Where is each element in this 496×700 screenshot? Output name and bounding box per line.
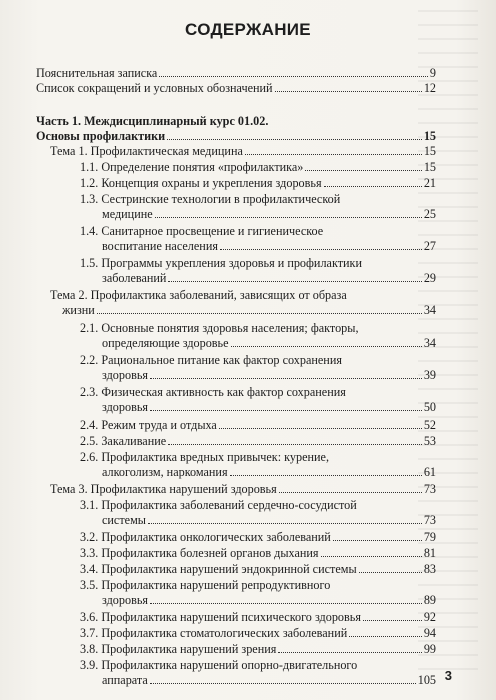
toc-entry-title: 3.2. Профилактика онкологических заболеваний xyxy=(80,530,331,544)
toc-entry-title: 2.4. Режим труда и отдыха xyxy=(80,418,217,432)
toc-entry xyxy=(80,192,436,221)
toc-entry xyxy=(36,66,436,81)
toc-entry-title: Список сокращений и условных обозначений xyxy=(36,81,273,95)
toc-entry-line xyxy=(80,239,436,254)
toc-entry xyxy=(80,610,436,625)
toc-entry-page: 34 xyxy=(423,335,436,350)
toc-entry-title: здоровья xyxy=(102,592,148,607)
toc-entry xyxy=(80,321,436,350)
page-title: СОДЕРЖАНИЕ xyxy=(185,20,311,39)
toc-entry-page: 21 xyxy=(423,176,436,190)
toc-entry-page: 73 xyxy=(423,512,436,527)
toc-entry-title: алкоголизм, наркомания xyxy=(102,464,228,479)
toc-entry-title-line: 2.6. Профилактика вредных привычек: курение, xyxy=(80,450,329,464)
dot-leader xyxy=(359,572,422,573)
toc-entry-title: 1.1. Определение понятия «профилактика» xyxy=(80,160,304,174)
toc-entry-page: 27 xyxy=(423,238,436,253)
dot-leader xyxy=(363,620,422,621)
toc-entry-page: 81 xyxy=(423,546,436,560)
toc-entry-title: 3.3. Профилактика болезней органов дыхания xyxy=(80,546,319,560)
dot-leader xyxy=(159,76,428,77)
dot-leader xyxy=(279,492,422,493)
toc-entry-page: 15 xyxy=(423,160,436,174)
toc-entry-title: заболеваний xyxy=(102,270,167,285)
toc-entry-line xyxy=(80,593,436,608)
toc-entry xyxy=(36,129,436,144)
toc-entry-line xyxy=(80,465,436,480)
toc-entry-title: определяющие здоровье xyxy=(102,335,229,350)
toc-entry-page: 61 xyxy=(423,464,436,479)
toc-entry xyxy=(80,562,436,577)
dot-leader xyxy=(168,281,421,282)
toc-entry xyxy=(80,256,436,285)
toc-entry-page: 50 xyxy=(423,399,436,414)
toc-entry-page: 15 xyxy=(423,129,436,143)
toc-entry-page: 99 xyxy=(423,642,436,656)
toc-entry-line xyxy=(80,336,436,351)
toc-entry-page: 53 xyxy=(423,434,436,448)
toc-entry-title: медицине xyxy=(102,206,153,221)
toc-entry xyxy=(80,418,436,433)
toc-entry-page: 39 xyxy=(423,367,436,382)
toc-entry xyxy=(50,144,436,159)
toc-entry-line xyxy=(80,418,436,433)
toc-entry-page: 73 xyxy=(423,482,436,496)
toc-entry-line xyxy=(80,546,436,561)
toc-entry-title-line: 3.5. Профилактика нарушений репродуктивного xyxy=(80,578,331,592)
toc-entry-line xyxy=(80,368,436,383)
toc-entry-title-line: 2.3. Физическая активность как фактор сохранения xyxy=(80,385,346,399)
toc-entry-title: 3.8. Профилактика нарушений зрения xyxy=(80,642,277,656)
toc-entry-page: 94 xyxy=(423,626,436,640)
dot-leader xyxy=(230,475,422,476)
toc-entry-page: 34 xyxy=(423,302,436,317)
toc-entry-title: здоровья xyxy=(102,367,148,382)
toc-entry-page: 79 xyxy=(423,530,436,544)
toc-entry-line xyxy=(50,144,436,159)
toc-entry-title: 3.6. Профилактика нарушений психического здоровья xyxy=(80,610,361,624)
dot-leader xyxy=(150,410,422,411)
toc-entry-line xyxy=(36,66,436,81)
toc-entry-line xyxy=(80,160,436,175)
toc-entry-title: 2.5. Закаливание xyxy=(80,434,167,448)
toc-entry xyxy=(80,385,436,414)
toc-entry xyxy=(80,658,436,687)
toc-entry-line xyxy=(80,562,436,577)
toc-entry-title: 3.7. Профилактика стоматологических заболеваний xyxy=(80,626,348,640)
toc-entry-line xyxy=(80,434,436,449)
toc-entry-title-line: 2.1. Основные понятия здоровья населения; факторы, xyxy=(80,321,359,335)
toc-entry-title: 1.2. Концепция охраны и укрепления здоровья xyxy=(80,176,322,190)
toc-entry xyxy=(36,114,436,129)
dot-leader xyxy=(324,186,422,187)
dot-leader xyxy=(333,540,422,541)
toc-entry-line xyxy=(80,626,436,641)
toc-entry-title: системы xyxy=(102,512,146,527)
toc-entry-title: Тема 1. Профилактическая медицина xyxy=(50,144,243,158)
toc-entry xyxy=(80,353,436,382)
toc-entry-line xyxy=(80,400,436,415)
dot-leader xyxy=(168,444,422,445)
toc-entry-page: 9 xyxy=(429,66,436,80)
dot-leader xyxy=(150,378,422,379)
toc-entry-title-line: 2.2. Рациональное питание как фактор сохранения xyxy=(80,353,342,367)
toc-entry xyxy=(80,530,436,545)
toc-entry-title: Пояснительная записка xyxy=(36,66,158,80)
toc-entry-line xyxy=(80,513,436,528)
dot-leader xyxy=(231,346,422,347)
toc-entry-line xyxy=(50,482,436,497)
dot-leader xyxy=(220,249,422,250)
toc-entry-page: 92 xyxy=(423,610,436,624)
toc-entry-line xyxy=(36,81,436,96)
toc-entry-page: 15 xyxy=(423,144,436,158)
dot-leader xyxy=(349,636,422,637)
toc-entry-page: 12 xyxy=(423,81,436,95)
toc-entry-line xyxy=(80,673,436,688)
dot-leader xyxy=(97,313,422,314)
toc-entry-line xyxy=(80,610,436,625)
toc-entry-page: 105 xyxy=(417,672,436,687)
dot-leader xyxy=(305,170,421,171)
toc-entry-page: 52 xyxy=(423,418,436,432)
toc-entry-line xyxy=(80,207,436,222)
toc-entry-page: 25 xyxy=(423,206,436,221)
toc-entry-line xyxy=(80,530,436,545)
dot-leader xyxy=(278,652,421,653)
toc-entry-title-line: 1.3. Сестринские технологии в профилактической xyxy=(80,192,341,206)
toc-entry-title: 3.4. Профилактика нарушений эндокринной системы xyxy=(80,562,357,576)
dot-leader xyxy=(245,154,422,155)
dot-leader xyxy=(275,91,422,92)
dot-leader xyxy=(167,139,422,140)
toc-entry xyxy=(50,288,436,317)
dot-leader xyxy=(150,683,416,684)
toc-entry xyxy=(80,642,436,657)
page-number: 3 xyxy=(444,668,452,683)
toc-entry xyxy=(80,578,436,607)
toc-entry-line xyxy=(80,176,436,191)
dot-leader xyxy=(150,603,422,604)
toc-entry-page: 83 xyxy=(423,562,436,576)
toc-entry xyxy=(36,81,436,96)
dot-leader xyxy=(155,217,422,218)
toc-entry-title: аппарата xyxy=(102,672,148,687)
toc-entry-title: воспитание населения xyxy=(102,238,218,253)
toc-entry-title: Основы профилактики xyxy=(36,129,166,143)
toc-entry xyxy=(80,224,436,253)
toc-entry xyxy=(80,160,436,175)
toc-entry-title-line: Тема 2. Профилактика заболеваний, зависящих от образа xyxy=(50,288,347,302)
toc-entry xyxy=(50,482,436,497)
toc-entry-title-line: 3.9. Профилактика нарушений опорно-двигательного xyxy=(80,658,358,672)
toc-entry-page: 29 xyxy=(423,270,436,285)
dot-leader xyxy=(148,523,422,524)
toc-entry-line xyxy=(80,642,436,657)
toc-entry-title-line: 1.4. Санитарное просвещение и гигиеническое xyxy=(80,224,324,238)
toc-entry-line xyxy=(50,303,436,318)
toc-entry xyxy=(80,546,436,561)
toc-entry-title: Тема 3. Профилактика нарушений здоровья xyxy=(50,482,277,496)
toc-entry xyxy=(80,626,436,641)
toc-entry-title-line: 1.5. Программы укрепления здоровья и профилактики xyxy=(80,256,362,270)
toc-entry-title: жизни xyxy=(62,302,95,317)
toc-entry-title-line: 3.1. Профилактика заболеваний сердечно-сосудистой xyxy=(80,498,357,512)
dot-leader xyxy=(321,556,422,557)
toc-entry-title: Часть 1. Междисциплинарный курс 01.02. xyxy=(36,114,269,128)
toc-entry xyxy=(80,176,436,191)
toc-entry-line xyxy=(36,114,436,129)
toc-entry xyxy=(80,450,436,479)
toc-entry-page: 89 xyxy=(423,592,436,607)
dot-leader xyxy=(219,428,422,429)
toc-entry-line xyxy=(80,271,436,286)
toc-entry xyxy=(80,434,436,449)
toc-entry xyxy=(80,498,436,527)
toc-entry-line xyxy=(36,129,436,144)
toc-entry-title: здоровья xyxy=(102,399,148,414)
